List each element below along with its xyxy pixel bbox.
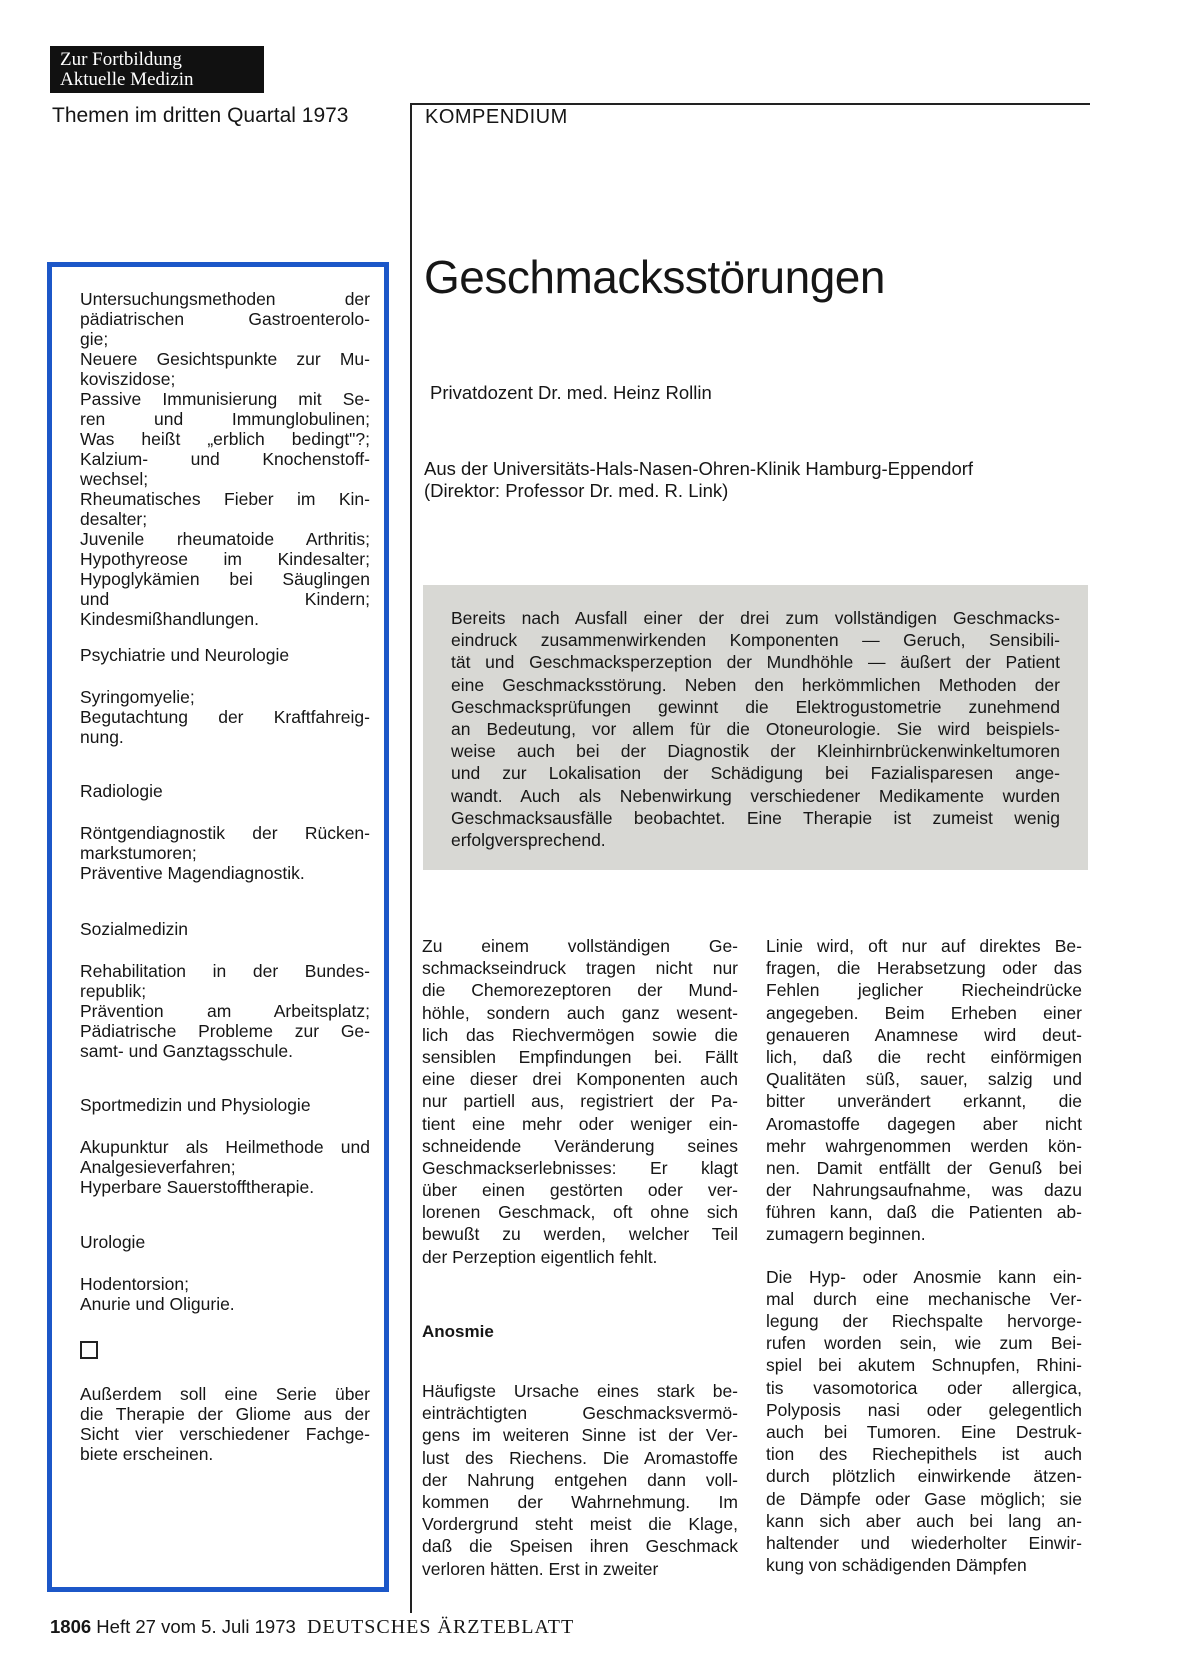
text-line: kommen der Wahrnehmung. Im [422, 1491, 738, 1512]
text-line: eine Geschmacksstörung. Neben den herkömmlichen Methoden der [451, 674, 1060, 695]
text-line: eindruck zusammenwirkenden Komponenten — Geruch, Sensibili- [451, 630, 1060, 651]
text-line: genaueren Anamnese wird deut- [766, 1024, 1082, 1045]
text-line: tät und Geschmacksperzeption der Mundhöhle — äußert der Patient [451, 652, 1060, 673]
text-line: der Perzeption eigentlich fehlt. [422, 1246, 658, 1267]
text-line: auch bei Tumoren. Eine Destruk- [766, 1421, 1082, 1442]
sidebar-section-body [80, 823, 370, 883]
body-column-right [766, 935, 1082, 1576]
text-line: Anurie und Oligurie. [80, 1294, 235, 1314]
themes-title: Themen im dritten Quartal 1973 [52, 104, 349, 127]
text-line: lich, daß die recht einförmigen [766, 1046, 1082, 1067]
text-line: weise auch bei der Diagnostik der Kleinhirnbrückenwinkeltumoren [451, 741, 1060, 762]
text-line: Die Hyp- oder Anosmie kann ein- [766, 1266, 1082, 1287]
text-line: daß die Speisen ihren Geschmack [422, 1536, 738, 1557]
text-line: Präventive Magendiagnostik. [80, 863, 305, 883]
text-line: sensiblen Empfindungen bei. Fällt [422, 1046, 738, 1067]
text-line: eine dieser drei Komponenten auch [422, 1069, 738, 1090]
section-label [50, 46, 264, 93]
text-line: gens im weiteren Sinne ist der Ver- [422, 1425, 738, 1446]
checkbox-square-icon [80, 1341, 98, 1359]
body-column-left-continued [422, 1380, 738, 1580]
text-line: republik; [80, 981, 147, 1001]
subheading: Anosmie [422, 1322, 494, 1341]
text-line: Prävention am Arbeitsplatz; [80, 1001, 370, 1021]
text-line: nur partiell aus, registriert der Pa- [422, 1091, 738, 1112]
text-line: biete erscheinen. [80, 1444, 214, 1464]
text-line: höhle, sondern auch ganz wesent- [422, 1002, 738, 1023]
text-line: verloren hätten. Erst in zweiter [422, 1558, 659, 1579]
section-name: KOMPENDIUM [425, 106, 568, 128]
text-line: samt- und Ganztagsschule. [80, 1041, 294, 1061]
text-line: erfolgversprechend. [451, 829, 606, 850]
text-line: lorenen Geschmack, oft ohne sich [422, 1202, 738, 1223]
paragraph [422, 1380, 738, 1580]
text-line: die Chemorezeptoren der Mund- [422, 980, 738, 1001]
author-line: Privatdozent Dr. med. Heinz Rollin [430, 382, 712, 403]
text-line: Rheumatisches Fieber im Kin- [80, 489, 370, 509]
text-line: mehr wahrgenommen werden kön- [766, 1135, 1082, 1156]
text-line: Analgesieverfahren; [80, 1157, 236, 1177]
text-line: nung. [80, 727, 124, 747]
text-line: Geschmackserlebnisses: Er klagt [422, 1157, 738, 1178]
text-line: Hypothyreose im Kindesalter; [80, 549, 370, 569]
text-line: Was heißt „erblich bedingt"?; [80, 429, 370, 449]
text-line: Röntgendiagnostik der Rücken- [80, 823, 370, 843]
sidebar-section-body [80, 687, 370, 747]
text-line: Syringomyelie; [80, 687, 195, 707]
text-line: Aromastoffe dagegen aber nicht [766, 1113, 1082, 1134]
sidebar-section-body [80, 1274, 370, 1314]
sidebar-section-heading: Psychiatrie und Neurologie [80, 645, 290, 665]
text-line: ren und Immunglobulinen; [80, 409, 370, 429]
text-line: und Kindern; [80, 589, 370, 609]
text-line: der Nahrung entgehen dann voll- [422, 1469, 738, 1490]
text-line: tion des Riechepithels ist auch [766, 1444, 1082, 1465]
text-line: Zu einem vollständigen Ge- [422, 936, 738, 956]
text-line: Vordergrund steht meist die Klage, [422, 1514, 738, 1535]
text-line: Bereits nach Ausfall einer der drei zum vollständigen Geschmacks- [451, 608, 1060, 628]
text-line: bewußt zu werden, welcher Teil [422, 1224, 738, 1245]
sidebar-section-heading: Urologie [80, 1232, 146, 1252]
text-line: wandt. Auch als Nebenwirkung verschiedener Medikamente wurden [451, 785, 1060, 806]
affiliation-line: (Direktor: Professor Dr. med. R. Link) [424, 480, 729, 501]
body-column-left [422, 935, 738, 1268]
header-rule [410, 103, 1090, 105]
text-line: die Therapie der Gliome aus der [80, 1404, 370, 1424]
sidebar-section-body [80, 961, 370, 1061]
text-line: an Bedeutung, vor allem für die Otoneurologie. Sie wird beispiels- [451, 718, 1060, 739]
sidebar-section-body [80, 1137, 370, 1197]
text-line: schmackseindruck tragen nicht nur [422, 958, 738, 979]
text-line: Akupunktur als Heilmethode und [80, 1137, 370, 1157]
section-label-line: Zur Fortbildung [60, 49, 182, 70]
issue-info: Heft 27 vom 5. Juli 1973 [96, 1616, 296, 1637]
journal-name: DEUTSCHES ÄRZTEBLATT [306, 1616, 575, 1638]
text-line: durch plötzlich einwirkende ätzen- [766, 1466, 1082, 1487]
text-line: spiel bei akutem Schnupfen, Rhini- [766, 1355, 1082, 1376]
section-label-line: Aktuelle Medizin [60, 69, 194, 90]
text-line: der Nahrungsaufnahme, was dazu [766, 1180, 1082, 1201]
text-line: kung von schädigenden Dämpfen [766, 1555, 1027, 1576]
text-line: Häufigste Ursache eines stark be- [422, 1381, 738, 1401]
text-line: fragen, die Herabsetzung oder das [766, 958, 1082, 979]
text-line: haltender und wiederholter Einwir- [766, 1532, 1082, 1553]
text-line: de Dämpfe oder Gase möglich; sie [766, 1488, 1082, 1509]
text-line: Kindesmißhandlungen. [80, 609, 260, 629]
abstract-text [451, 607, 1060, 851]
text-line: markstumoren; [80, 843, 197, 863]
text-line: Sicht vier verschiedener Fachge- [80, 1424, 370, 1444]
text-line: Untersuchungsmethoden der [80, 289, 370, 309]
sidebar-intro [80, 289, 370, 629]
text-line: lich das Riechvermögen sowie die [422, 1024, 738, 1045]
text-line: Passive Immunisierung mit Se- [80, 389, 370, 409]
paragraph [422, 935, 738, 1268]
sidebar-section-heading: Sportmedizin und Physiologie [80, 1095, 311, 1115]
text-line: Polyposis nasi oder gelegentlich [766, 1399, 1082, 1420]
text-line: führen kann, daß die Patienten ab- [766, 1202, 1082, 1223]
text-line: Hyperbare Sauerstofftherapie. [80, 1177, 315, 1197]
paragraph [766, 1266, 1082, 1577]
column-divider [410, 103, 412, 1613]
text-line: Qualitäten süß, sauer, salzig und [766, 1069, 1082, 1090]
text-line: kann sich aber auch bei lang an- [766, 1510, 1082, 1531]
affiliation [424, 458, 973, 502]
text-line: Rehabilitation in der Bundes- [80, 961, 370, 981]
text-line: einträchtigten Geschmacksvermö- [422, 1403, 738, 1424]
text-line: angegeben. Beim Erheben einer [766, 1002, 1082, 1023]
text-line: Juvenile rheumatoide Arthritis; [80, 529, 370, 549]
text-line: Geschmacksprüfungen gewinnt die Elektrogustometrie zunehmend [451, 696, 1060, 717]
text-line: Linie wird, oft nur auf direktes Be- [766, 936, 1082, 956]
text-line: schneidende Veränderung seines [422, 1135, 738, 1156]
text-line: Fehlen jeglicher Riecheindrücke [766, 980, 1082, 1001]
text-line: legung der Riechspalte hervorge- [766, 1311, 1082, 1331]
text-line: zumagern beginnen. [766, 1224, 926, 1245]
paragraph [766, 935, 1082, 1246]
text-line: Pädiatrische Probleme zur Ge- [80, 1021, 370, 1041]
text-line: tis vasomotorica oder allergica, [766, 1377, 1082, 1398]
text-line: mal durch eine mechanische Ver- [766, 1288, 1082, 1309]
text-line: Hypoglykämien bei Säuglingen [80, 569, 370, 589]
sidebar-section-heading: Radiologie [80, 781, 163, 801]
text-line: über einen gestörten oder ver- [422, 1180, 738, 1201]
text-line: Hodentorsion; [80, 1274, 189, 1294]
topics-sidebar [47, 262, 389, 1592]
text-line: und zur Lokalisation der Schädigung bei Fazialisparesen ange- [451, 763, 1060, 784]
affiliation-line: Aus der Universitäts-Hals-Nasen-Ohren-Klinik Hamburg-Eppendorf [424, 458, 974, 479]
text-line: gie; [80, 329, 109, 349]
article-title: Geschmacksstörungen [424, 251, 885, 303]
text-line: rufen worden sein, wie zum Bei- [766, 1333, 1082, 1354]
sidebar-section-heading: Sozialmedizin [80, 919, 188, 939]
text-line: pädiatrischen Gastroenterolo- [80, 309, 370, 329]
text-line: desalter; [80, 509, 148, 529]
text-line: wechsel; [80, 469, 149, 489]
text-line: koviszidose; [80, 369, 176, 389]
footer [50, 1616, 574, 1639]
text-line: Außerdem soll eine Serie über [80, 1384, 370, 1404]
text-line: Begutachtung der Kraftfahreig- [80, 707, 370, 727]
sidebar-closing [80, 1384, 370, 1464]
text-line: lust des Riechens. Die Aromastoffe [422, 1447, 738, 1468]
text-line: Neuere Gesichtspunkte zur Mu- [80, 349, 370, 369]
text-line: Kalzium- und Knochenstoff- [80, 449, 370, 469]
abstract-box [423, 585, 1088, 870]
page-number: 1806 [50, 1616, 92, 1637]
text-line: tient eine mehr oder weniger ein- [422, 1113, 738, 1134]
text-line: bitter unverändert erkannt, die [766, 1091, 1082, 1112]
text-line: nen. Damit entfällt der Genuß bei [766, 1157, 1082, 1178]
text-line: Geschmacksausfälle beobachtet. Eine Therapie ist zumeist wenig [451, 807, 1060, 828]
